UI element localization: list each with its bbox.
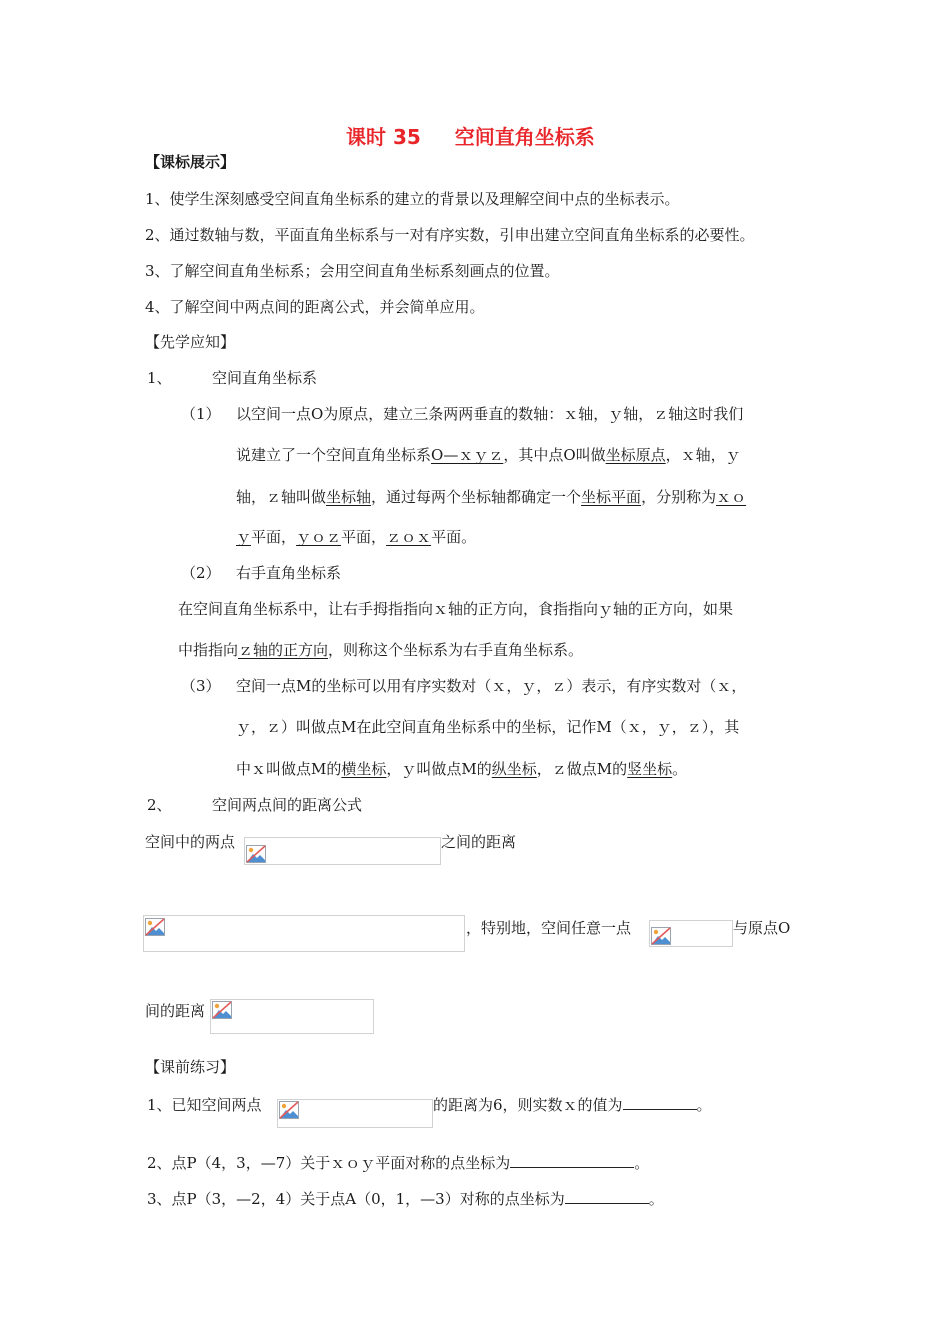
p1-line-3: 轴，ｚ轴叫做坐标轴，通过每两个坐标轴都确定一个坐标平面，分别称为ｘｏ bbox=[236, 488, 747, 506]
objective-4: 4、了解空间中两点间的距离公式，并会简单应用。 bbox=[145, 298, 485, 316]
p1-line-1: 以空间一点O为原点，建立三条两两垂直的数轴：ｘ轴，ｙ轴，ｚ轴这时我们 bbox=[236, 405, 744, 423]
answer-yoz: ｙｏｚ bbox=[296, 528, 342, 546]
exercise-2: 2、点P（4，3，—7）关于ｘｏｙ平面对称的点坐标为 。 bbox=[147, 1154, 650, 1172]
exercise-3: 3、点P（3，—2，4）关于点A（0，1，—3）对称的点坐标为 。 bbox=[147, 1190, 664, 1208]
distance-text-a: 空间中的两点 bbox=[145, 833, 236, 851]
formula-image-point bbox=[649, 920, 733, 947]
answer-coordinate-plane: 坐标平面 bbox=[581, 488, 642, 506]
p3-number: （3） bbox=[181, 677, 221, 695]
section-heading-practice: 【课前练习】 bbox=[145, 1058, 236, 1076]
item2-label: 空间两点间的距离公式 bbox=[212, 796, 363, 814]
answer-abscissa: 横坐标 bbox=[341, 760, 387, 778]
answer-z-positive: ｚ轴的正方向 bbox=[238, 641, 329, 659]
answer-blank-2[interactable] bbox=[510, 1153, 634, 1168]
answer-zox: ｚｏｘ bbox=[386, 528, 432, 546]
formula-image-exercise-1 bbox=[277, 1099, 433, 1128]
p3-line-1: 空间一点M的坐标可以用有序实数对（ｘ，ｙ，ｚ）表示，有序实数对（ｘ， bbox=[236, 677, 747, 695]
broken-image-icon bbox=[651, 927, 671, 945]
section-heading-objectives: 【课标展示】 bbox=[145, 153, 236, 171]
answer-blank-1[interactable] bbox=[623, 1095, 697, 1110]
distance-text-c: ，特别地，空间任意一点 bbox=[466, 919, 632, 937]
p1-line-4: ｙ平面，ｙｏｚ平面，ｚｏｘ平面。 bbox=[236, 528, 477, 546]
broken-image-icon bbox=[279, 1101, 299, 1119]
item1-label: 空间直角坐标系 bbox=[212, 369, 318, 387]
item2-number: 2、 bbox=[147, 796, 172, 814]
broken-image-icon bbox=[246, 845, 266, 863]
exercise-1-text-b: 的距离为6，则实数ｘ的值为 。 bbox=[433, 1096, 712, 1114]
p1-number: （1） bbox=[181, 405, 221, 423]
p2-label: 右手直角坐标系 bbox=[236, 564, 342, 582]
formula-image-origin-distance bbox=[210, 999, 374, 1034]
answer-vertical: 竖坐标 bbox=[627, 760, 673, 778]
item1-number: 1、 bbox=[147, 369, 172, 387]
lesson-number: 课时 35 bbox=[346, 125, 421, 149]
objective-1: 1、使学生深刻感受空间直角坐标系的建立的背景以及理解空间中点的坐标表示。 bbox=[145, 190, 680, 208]
p2-line-1: 在空间直角坐标系中，让右手拇指指向ｘ轴的正方向，食指指向ｙ轴的正方向，如果 bbox=[178, 600, 734, 618]
broken-image-icon bbox=[212, 1001, 232, 1019]
page-title bbox=[346, 124, 595, 150]
p1-line-2: 说建立了一个空间直角坐标系O—ｘｙｚ，其中点O叫做坐标原点，ｘ轴，ｙ bbox=[236, 446, 741, 464]
p2-line-2: 中指指向ｚ轴的正方向，则称这个坐标系为右手直角坐标系。 bbox=[178, 641, 584, 659]
formula-image-two-points bbox=[244, 837, 441, 865]
answer-blank-3[interactable] bbox=[565, 1189, 649, 1204]
distance-text-e: 间的距离 bbox=[145, 1002, 206, 1020]
answer-coordinate-system: O—ｘｙｚ bbox=[431, 446, 504, 464]
lesson-topic: 空间直角坐标系 bbox=[454, 125, 595, 149]
distance-text-b: 之间的距离 bbox=[441, 833, 517, 851]
answer-xoy-end: ｙ bbox=[236, 528, 252, 546]
exercise-1-text-a: 1、已知空间两点 bbox=[147, 1096, 262, 1114]
section-heading-prior: 【先学应知】 bbox=[145, 333, 236, 351]
p2-number: （2） bbox=[181, 564, 221, 582]
broken-image-icon bbox=[145, 918, 165, 936]
objective-3: 3、了解空间直角坐标系；会用空间直角坐标系刻画点的位置。 bbox=[145, 262, 560, 280]
p3-line-2: ｙ，ｚ）叫做点M在此空间直角坐标系中的坐标，记作M（ｘ，ｙ，ｚ），其 bbox=[236, 718, 740, 736]
answer-origin: 坐标原点 bbox=[605, 446, 666, 464]
distance-text-d: 与原点O bbox=[733, 919, 791, 937]
objective-2: 2、通过数轴与数，平面直角坐标系与一对有序实数，引申出建立空间直角坐标系的必要性。 bbox=[145, 226, 755, 244]
answer-xoy-part: ｘｏ bbox=[716, 488, 747, 506]
formula-image-distance bbox=[143, 915, 465, 952]
p3-line-3: 中ｘ叫做点M的横坐标，ｙ叫做点M的纵坐标，ｚ做点M的竖坐标。 bbox=[236, 760, 688, 778]
answer-ordinate: 纵坐标 bbox=[491, 760, 537, 778]
answer-axes: 坐标轴 bbox=[326, 488, 372, 506]
